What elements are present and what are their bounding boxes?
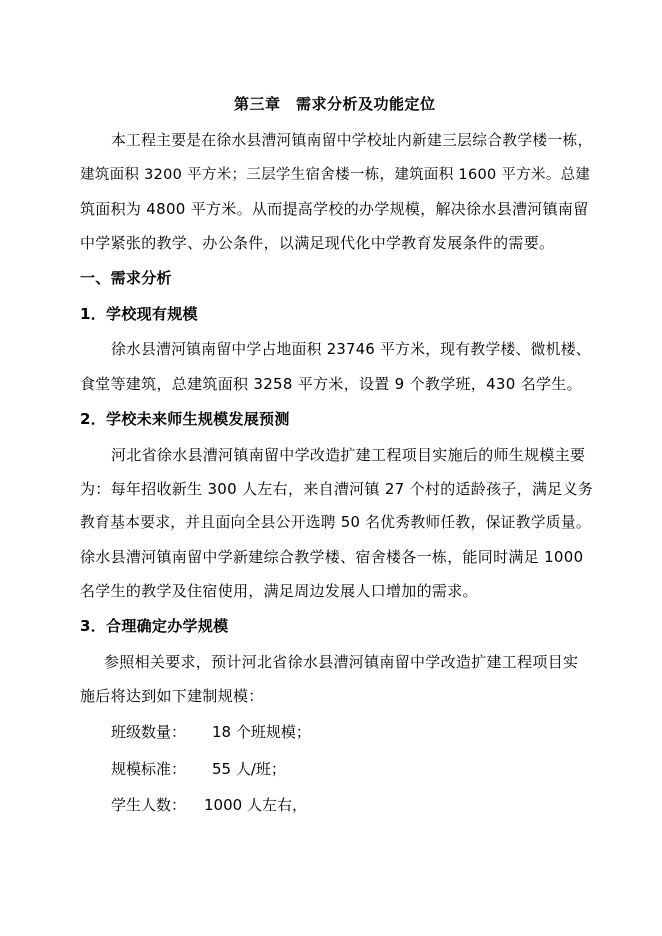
sub-heading-future-forecast: 2．学校未来师生规模发展预测: [80, 410, 290, 428]
section-heading-needs-analysis: 一、需求分析: [80, 269, 172, 287]
school-scale-line-2: 施后将达到如下建制规模：: [80, 687, 264, 705]
forecast-line-2: 为：每年招收新生 300 人左右，来自漕河镇 27 个村的适龄孩子，满足义务: [80, 480, 594, 498]
intro-line-3: 筑面积为 4800 平方米。从而提高学校的办学规模，解决徐水县漕河镇南留: [80, 200, 589, 218]
scale-item-value: 1000 人左右，: [204, 796, 307, 814]
forecast-line-4: 徐水县漕河镇南留中学新建综合教学楼、宿舍楼各一栋，能同时满足 1000: [80, 548, 584, 566]
scale-item-label: 班级数量：: [111, 723, 187, 741]
current-scale-line-1: 徐水县漕河镇南留中学占地面积 23746 平方米，现有教学楼、微机楼、: [111, 341, 591, 358]
forecast-line-5: 名学生的教学及住宿使用，满足周边发展人口增加的需求。: [80, 582, 478, 600]
scale-item-label: 规模标准：: [111, 760, 187, 778]
forecast-line-1: 河北省徐水县漕河镇南留中学改造扩建工程项目实施后的师生规模主要: [111, 446, 586, 464]
forecast-line-3: 教育基本要求，并且面向全县公开选聘 50 名优秀教师任教，保证教学质量。: [80, 514, 591, 531]
scale-item-value: 18 个班规模；: [212, 723, 311, 741]
school-scale-line-1: 参照相关要求，预计河北省徐水县漕河镇南留中学改造扩建工程项目实: [104, 653, 579, 671]
scale-item-value: 55 人/班；: [212, 760, 286, 778]
sub-heading-current-scale: 1．学校现有规模: [80, 305, 198, 323]
intro-line-4: 中学紧张的教学、办公条件，以满足现代化中学教育发展条件的需要。: [80, 234, 555, 252]
current-scale-line-2: 食堂等建筑，总建筑面积 3258 平方米，设置 9 个教学班，430 名学生。: [80, 375, 582, 393]
intro-line-1: 本工程主要是在徐水县漕河镇南留中学校址内新建三层综合教学楼一栋，: [111, 132, 593, 149]
chapter-title: 第三章 需求分析及功能定位: [234, 95, 436, 113]
scale-item-label: 学生人数：: [111, 796, 187, 814]
sub-heading-school-scale: 3．合理确定办学规模: [80, 617, 229, 635]
intro-line-2: 建筑面积 3200 平方米；三层学生宿舍楼一栋，建筑面积 1600 平方米。总建: [80, 167, 591, 183]
